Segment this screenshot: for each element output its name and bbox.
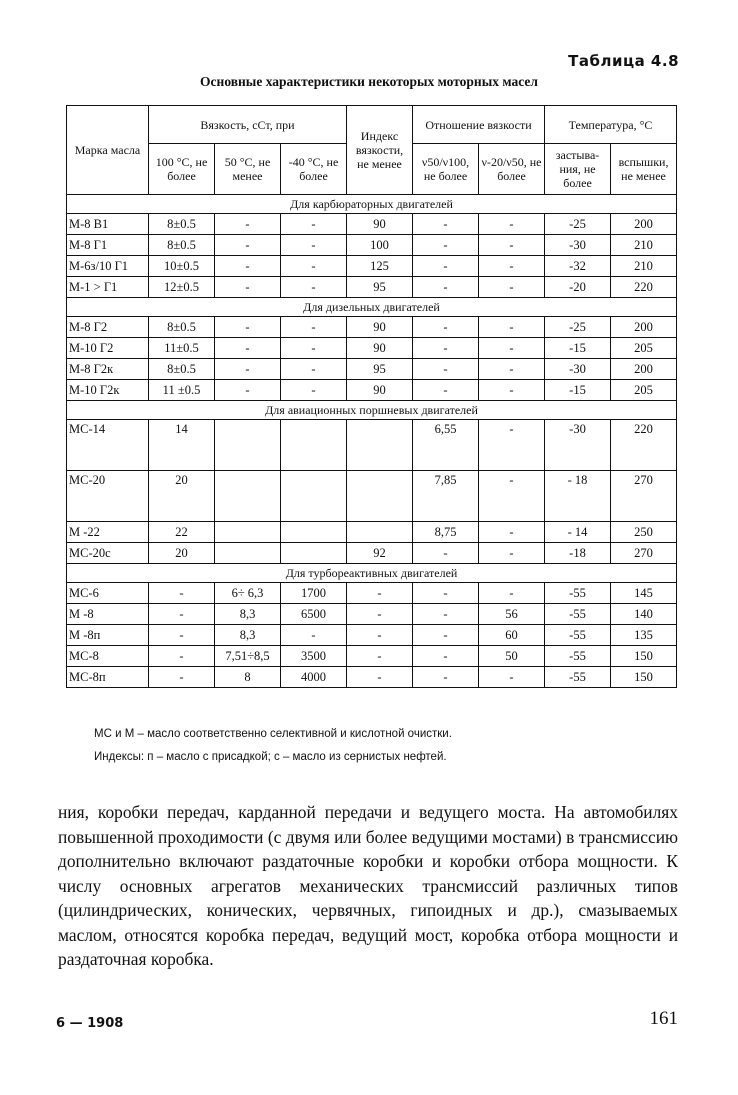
table-cell: 4000: [281, 667, 347, 688]
table-cell: -: [347, 583, 413, 604]
table-cell: 145: [611, 583, 677, 604]
table-cell: -: [149, 604, 215, 625]
header-index: Индекс вязкости, не менее: [347, 106, 413, 195]
subheader-50: 50 °С, не менее: [215, 144, 281, 195]
table-cell: 95: [347, 277, 413, 298]
table-cell: [215, 471, 281, 522]
table-cell: -30: [545, 420, 611, 471]
table-cell: -: [149, 625, 215, 646]
oil-brand-cell: М-6з/10 Г1: [67, 256, 149, 277]
table-cell: 7,51÷8,5: [215, 646, 281, 667]
table-row: [67, 543, 677, 564]
table-cell: 7,85: [413, 471, 479, 522]
table-cell: -: [479, 522, 545, 543]
table-title: Основные характеристики некоторых моторных масел: [200, 74, 538, 89]
table-cell: -: [281, 256, 347, 277]
table-cell: 135: [611, 625, 677, 646]
subheader-ratio1: ν50/ν100, не более: [413, 144, 479, 195]
oil-brand-cell: М -8п: [67, 625, 149, 646]
table-cell: -: [215, 380, 281, 401]
table-cell: -: [479, 317, 545, 338]
table-cell: -: [413, 583, 479, 604]
table-cell: [281, 420, 347, 471]
table-cell: 140: [611, 604, 677, 625]
table-cell: 250: [611, 522, 677, 543]
table-cell: 22: [149, 522, 215, 543]
signature-mark: 6 — 1908: [56, 1016, 124, 1031]
table-cell: -: [413, 338, 479, 359]
table-cell: -: [281, 317, 347, 338]
oil-brand-cell: М-1 > Г1: [67, 277, 149, 298]
oil-brand-cell: М -22: [67, 522, 149, 543]
table-cell: -: [479, 359, 545, 380]
table-cell: -: [479, 235, 545, 256]
table-cell: 60: [479, 625, 545, 646]
table-cell: -: [413, 646, 479, 667]
subheader-pour-point: застыва-ния, не более: [545, 144, 611, 195]
table-cell: 220: [611, 420, 677, 471]
table-cell: 90: [347, 214, 413, 235]
subheader-minus40: -40 °С, не более: [281, 144, 347, 195]
note-line: МС и М – масло соответственно селективной и кислотной очистки.: [94, 728, 452, 740]
table-cell: -55: [545, 667, 611, 688]
oil-brand-cell: М-8 В1: [67, 214, 149, 235]
table-cell: -: [413, 667, 479, 688]
oil-brand-cell: МС-20с: [67, 543, 149, 564]
table-row: [67, 214, 677, 235]
table-cell: 200: [611, 214, 677, 235]
section-row: [67, 195, 677, 214]
table-cell: [281, 471, 347, 522]
table-cell: 205: [611, 380, 677, 401]
table-cell: -25: [545, 214, 611, 235]
table-cell: -30: [545, 359, 611, 380]
body-paragraph: [58, 800, 678, 972]
oil-brand-cell: МС-14: [67, 420, 149, 471]
table-cell: -: [215, 338, 281, 359]
table-cell: [281, 522, 347, 543]
table-row: [67, 471, 677, 522]
table-cell: 200: [611, 317, 677, 338]
oil-brand-cell: МС-8: [67, 646, 149, 667]
table-cell: -: [149, 646, 215, 667]
table-cell: -: [149, 667, 215, 688]
oil-brand-cell: МС-6: [67, 583, 149, 604]
table-cell: -25: [545, 317, 611, 338]
table-cell: 6÷ 6,3: [215, 583, 281, 604]
table-row: [67, 317, 677, 338]
table-cell: 50: [479, 646, 545, 667]
table-row: [67, 604, 677, 625]
table-cell: -: [413, 359, 479, 380]
table-cell: -: [281, 338, 347, 359]
table-cell: -: [413, 256, 479, 277]
header-ratio: Отношение вязкости: [413, 106, 545, 144]
table-row: [67, 625, 677, 646]
table-cell: -: [347, 604, 413, 625]
table-cell: -: [479, 471, 545, 522]
table-cell: -: [413, 604, 479, 625]
page-number: 161: [649, 1008, 678, 1029]
table-cell: 90: [347, 317, 413, 338]
table-cell: -15: [545, 380, 611, 401]
table-cell: -: [347, 667, 413, 688]
table-cell: -: [347, 646, 413, 667]
table-cell: -30: [545, 235, 611, 256]
table-cell: -: [149, 583, 215, 604]
table-cell: 210: [611, 256, 677, 277]
table-cell: 3500: [281, 646, 347, 667]
table-cell: [215, 522, 281, 543]
table-cell: -: [413, 214, 479, 235]
table-cell: 200: [611, 359, 677, 380]
table-cell: 8±0.5: [149, 317, 215, 338]
table-cell: 11±0.5: [149, 338, 215, 359]
table-cell: -: [215, 277, 281, 298]
table-cell: 56: [479, 604, 545, 625]
table-cell: -: [281, 359, 347, 380]
header-temperature: Температура, °С: [545, 106, 677, 144]
table-cell: [215, 420, 281, 471]
oil-brand-cell: МС-20: [67, 471, 149, 522]
table-cell: 92: [347, 543, 413, 564]
table-cell: [281, 543, 347, 564]
table-cell: 90: [347, 380, 413, 401]
table-cell: -: [281, 214, 347, 235]
note-line: Индексы: п – масло с присадкой; с – масло из сернистых нефтей.: [94, 751, 447, 763]
subheader-ratio2: ν-20/ν50, не более: [479, 144, 545, 195]
oil-brand-cell: М-10 Г2к: [67, 380, 149, 401]
table-cell: 95: [347, 359, 413, 380]
table-cell: 14: [149, 420, 215, 471]
table-cell: -: [215, 256, 281, 277]
table-cell: 150: [611, 646, 677, 667]
table-cell: [347, 522, 413, 543]
table-cell: -55: [545, 604, 611, 625]
table-cell: 8,3: [215, 625, 281, 646]
table-cell: 20: [149, 543, 215, 564]
table-cell: 270: [611, 471, 677, 522]
table-cell: 10±0.5: [149, 256, 215, 277]
table-cell: -55: [545, 625, 611, 646]
table-cell: 8±0.5: [149, 214, 215, 235]
table-row: [67, 380, 677, 401]
table-cell: [215, 543, 281, 564]
table-body: [67, 195, 677, 688]
section-title: Для карбюраторных двигателей: [67, 195, 677, 214]
table-cell: 210: [611, 235, 677, 256]
table-cell: 8: [215, 667, 281, 688]
table-cell: -: [413, 543, 479, 564]
subheader-100: 100 °С, не более: [149, 144, 215, 195]
table-cell: 11 ±0.5: [149, 380, 215, 401]
table-row: [67, 277, 677, 298]
subheader-flash-point: вспышки, не менее: [611, 144, 677, 195]
table-cell: -: [479, 543, 545, 564]
table-row: [67, 420, 677, 471]
table-cell: 100: [347, 235, 413, 256]
oil-brand-cell: М -8: [67, 604, 149, 625]
section-title: Для дизельных двигателей: [67, 298, 677, 317]
table-cell: [347, 420, 413, 471]
table-cell: -: [413, 317, 479, 338]
table-label: Таблица 4.8: [568, 52, 679, 70]
table-cell: 90: [347, 338, 413, 359]
table-row: [67, 256, 677, 277]
oil-characteristics-table: [66, 105, 677, 688]
oil-brand-cell: М-8 Г1: [67, 235, 149, 256]
section-title: Для авиационных поршневых двигателей: [67, 401, 677, 420]
section-row: [67, 401, 677, 420]
table-row: [67, 646, 677, 667]
table-cell: 220: [611, 277, 677, 298]
table-notes: [94, 723, 452, 769]
table-cell: -: [479, 583, 545, 604]
table-row: [67, 235, 677, 256]
table-row: [67, 359, 677, 380]
table-cell: [347, 471, 413, 522]
table-cell: -: [281, 277, 347, 298]
table-cell: -: [215, 214, 281, 235]
table-cell: -: [215, 235, 281, 256]
table-cell: -: [479, 667, 545, 688]
table-row: [67, 583, 677, 604]
table-cell: -32: [545, 256, 611, 277]
table-cell: -: [413, 235, 479, 256]
table-cell: -18: [545, 543, 611, 564]
table-row: [67, 667, 677, 688]
table-cell: -: [479, 256, 545, 277]
table-cell: -55: [545, 646, 611, 667]
table-cell: 125: [347, 256, 413, 277]
table-cell: -: [413, 277, 479, 298]
table-cell: 1700: [281, 583, 347, 604]
paragraph-text: ния, коробки передач, карданной передачи и ведущего моста. На автомобилях повышенной проходимости (с двумя или более ведущими мостами) в трансмиссию дополнительно включают раздаточные коробки и коробки отбора мощности. К числу основных агрегатов механических трансмиссий различных типов (цилиндрических, конических, червячных, гипоидных и др.), смазываемых маслом, относятся коробка передач, ведущий мост, коробка отбора мощности и раздаточная коробка.: [58, 802, 678, 969]
table-cell: 6500: [281, 604, 347, 625]
oil-brand-cell: МС-8п: [67, 667, 149, 688]
table-cell: -: [479, 338, 545, 359]
table-cell: 8,75: [413, 522, 479, 543]
table-cell: - 18: [545, 471, 611, 522]
table-cell: 205: [611, 338, 677, 359]
table-cell: 12±0.5: [149, 277, 215, 298]
table-cell: 150: [611, 667, 677, 688]
table-cell: -: [413, 625, 479, 646]
table-cell: -: [347, 625, 413, 646]
table-cell: -: [479, 420, 545, 471]
table-cell: -55: [545, 583, 611, 604]
section-title: Для турбореактивных двигателей: [67, 564, 677, 583]
oil-brand-cell: М-8 Г2к: [67, 359, 149, 380]
table-cell: 8±0.5: [149, 359, 215, 380]
oil-brand-cell: М-10 Г2: [67, 338, 149, 359]
table-cell: 270: [611, 543, 677, 564]
table-cell: -15: [545, 338, 611, 359]
table-cell: -20: [545, 277, 611, 298]
table-cell: -: [479, 277, 545, 298]
header-viscosity: Вязкость, сСт, при: [149, 106, 347, 144]
table-cell: -: [479, 214, 545, 235]
table-cell: 8±0.5: [149, 235, 215, 256]
table-cell: 6,55: [413, 420, 479, 471]
table-cell: -: [215, 359, 281, 380]
section-row: [67, 298, 677, 317]
table-cell: - 14: [545, 522, 611, 543]
table-cell: -: [479, 380, 545, 401]
header-brand: Марка масла: [67, 106, 149, 195]
section-row: [67, 564, 677, 583]
table-cell: 20: [149, 471, 215, 522]
oil-brand-cell: М-8 Г2: [67, 317, 149, 338]
table-cell: -: [413, 380, 479, 401]
table-row: [67, 522, 677, 543]
table-cell: -: [281, 625, 347, 646]
table-cell: -: [281, 235, 347, 256]
table-cell: -: [281, 380, 347, 401]
table-cell: -: [215, 317, 281, 338]
table-row: [67, 338, 677, 359]
table-cell: 8,3: [215, 604, 281, 625]
